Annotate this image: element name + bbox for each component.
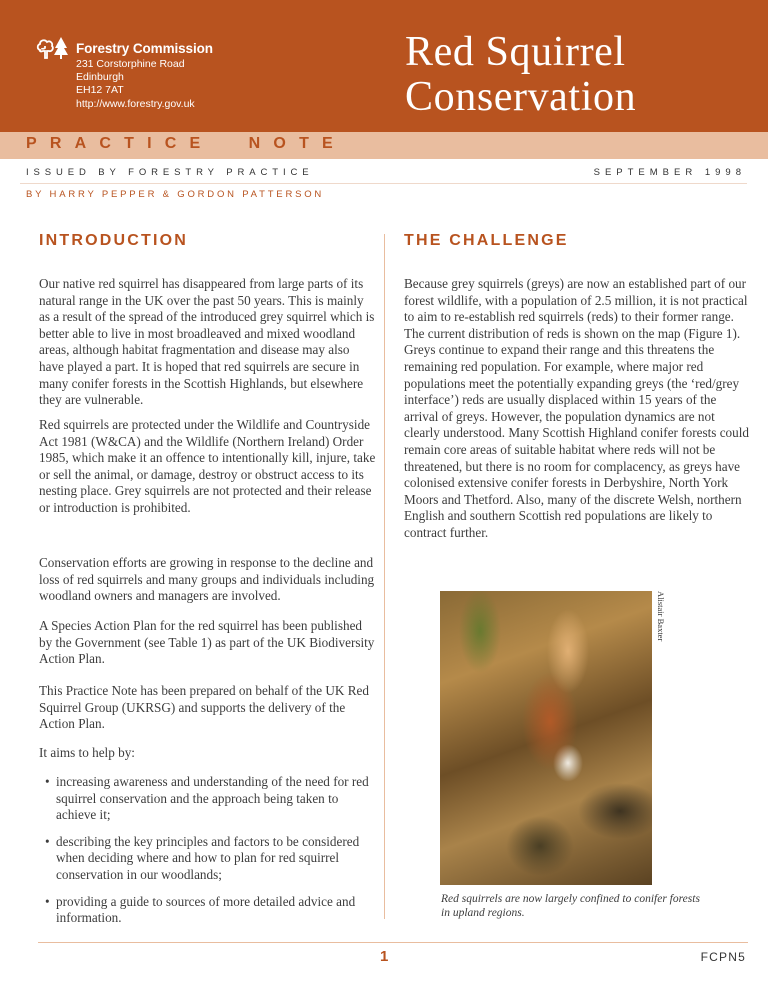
photo-caption: Red squirrels are now largely confined to conifer forests in upland regions. <box>441 893 700 919</box>
address-line: EH12 7AT <box>76 84 124 96</box>
footer-rule <box>38 942 748 943</box>
title-line-2: Conservation <box>405 74 637 120</box>
introduction-heading: INTRODUCTION <box>39 232 189 249</box>
organization-address <box>76 58 185 97</box>
intro-paragraph-4: A Species Action Plan for the red squirrel has been published by the Government (see Table 1) as part of the UK Biodiversity Action Plan. <box>39 618 375 667</box>
intro-paragraph-2: Red squirrels are protected under the Wildlife and Countryside Act 1981 (W&CA) and the Wildlife (Northern Ireland) Order 1985, which make it an offence to intentionally kill, injure, take or sell the animal, or damage, destroy or obstruct access to its nesting place. Grey squirrels are not protected and their release or introduction is prohibited. <box>39 417 376 515</box>
organization-logo <box>36 36 213 60</box>
aims-list <box>45 774 375 937</box>
practice-note-label: PRACTICE NOTE <box>26 135 346 152</box>
authors: BY HARRY PEPPER & GORDON PATTERSON <box>26 189 325 200</box>
list-item: • providing a guide to sources of more detailed advice and information. <box>45 894 375 927</box>
page-number: 1 <box>380 948 389 965</box>
intro-paragraph-3: Conservation efforts are growing in response to the decline and loss of red squirrels and many groups and individuals including woodland owners and managers are involved. <box>39 555 375 604</box>
title-line-1: Red Squirrel <box>405 29 626 75</box>
organization-url-link[interactable]: http://www.forestry.gov.uk <box>76 98 195 110</box>
divider-rule <box>20 183 747 184</box>
intro-paragraph-5: This Practice Note has been prepared on behalf of the UK Red Squirrel Group (UKRSG) and supports the delivery of the Action Plan. <box>39 683 369 732</box>
address-line: Edinburgh <box>76 71 124 83</box>
photo-credit: Alistair Baxter <box>656 591 666 642</box>
column-divider <box>384 234 385 919</box>
document-title <box>405 30 636 120</box>
list-item: • increasing awareness and understanding of the need for red squirrel conservation and the approach being taken to achieve it; <box>45 774 375 824</box>
challenge-paragraph: Because grey squirrels (greys) are now an established part of our forest wildlife, with a population of 2.5 million, it is not practical to aim to re-establish red squirrels (reds) to their former range. The current distribution of reds is shown on the map (Figure 1). Greys continue to expand their range and this threatens the remaining red population. For example, where major red populations meet the potentially expanding greys (the ‘red/grey interface’) reds are usually displaced within 15 years of the arrival of greys. However, the population dynamics are not clearly understood. Many Scottish Highland conifer forests could remain core areas of suitable habitat where reds will not be threatened, but there is no room for complacency, as greys have colonised extensive conifer forests in Derbyshire, North York Moors and Thetford. Also, many of the discrete Welsh, northern English and southern Scottish red populations are likely to contract further. <box>404 276 749 540</box>
document-code: FCPN5 <box>700 950 746 964</box>
red-squirrel-photo <box>440 591 652 885</box>
publication-date: SEPTEMBER 1998 <box>593 167 746 178</box>
challenge-heading: THE CHALLENGE <box>404 232 569 249</box>
intro-paragraph-1: Our native red squirrel has disappeared from large parts of its natural range in the UK over the past 50 years. This is mainly as a result of the spread of the introduced grey squirrel which is better able to live in most broadleaved and mixed woodland areas, although habitat fragmentation and disease may also have played a part. It is hoped that red squirrels are secure in many conifer forests in the Scottish Highlands, but elsewhere they are vulnerable. <box>39 276 375 408</box>
address-line: 231 Corstorphine Road <box>76 58 185 70</box>
tree-logo-icon <box>36 36 72 60</box>
organization-name: Forestry Commission <box>76 40 213 56</box>
intro-paragraph-6: It aims to help by: <box>39 745 135 760</box>
list-item: • describing the key principles and factors to be considered when deciding where and how to plan for red squirrel conservation in our woodlands; <box>45 834 375 884</box>
issued-by: ISSUED BY FORESTRY PRACTICE <box>26 167 314 178</box>
